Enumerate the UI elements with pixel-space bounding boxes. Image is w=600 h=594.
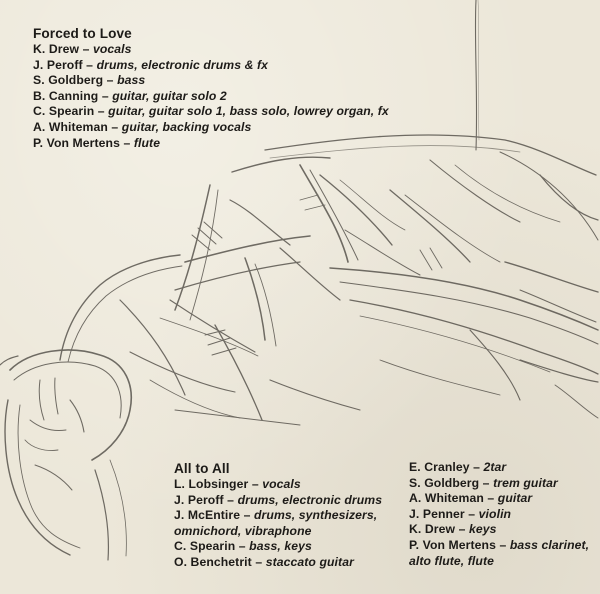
performer-name: L. Lobsinger [174,477,249,491]
separator: – [82,42,90,56]
credit-line [409,460,589,476]
separator: – [97,104,105,119]
separator: – [255,554,263,569]
separator: – [101,88,109,103]
performer-role: guitar, backing vocals [121,119,252,134]
credit-line [33,89,389,105]
performer-name: A. Whiteman [33,119,108,134]
performer-name: S. Goldberg [409,475,480,490]
performer-role: drums, electronic drums [237,492,383,507]
performer-role: staccato guitar [265,554,354,569]
all-to-all-credits-right [409,460,589,569]
separator: – [487,491,495,506]
performer-name: E. Cranley [409,460,470,474]
performer-role: bass [117,73,146,88]
performer-name: J. Peroff [33,57,83,72]
performer-name: A. Whiteman [409,491,484,506]
performer-name: K. Drew [33,42,80,56]
performer-role: 2tar [483,460,507,474]
performer-role: trem guitar [493,475,558,490]
credit-line [174,477,382,493]
performer-name: J. McEntire [174,508,241,523]
performer-role: guitar, guitar solo 2 [112,88,227,103]
separator: – [473,460,481,474]
credit-line [409,491,589,507]
performer-role: keys [468,522,497,537]
credit-role-continuation: omnichord, vibraphone [174,523,312,538]
performer-name: J. Penner [409,506,465,521]
separator: – [499,537,507,552]
credit-line [409,522,589,538]
performer-role: guitar, guitar solo 1, bass solo, lowrey organ, fx [108,104,389,119]
credit-line [409,507,589,523]
section-title: Forced to Love [33,26,132,41]
credit-line [174,539,382,555]
separator: – [86,57,94,72]
performer-role: vocals [262,477,301,491]
performer-role: drums, electronic drums & fx [96,57,268,72]
credit-line [409,476,589,492]
performer-name: S. Goldberg [33,73,104,88]
credit-line [33,58,389,74]
credit-line [33,120,389,136]
performer-name: P. Von Mertens [409,537,496,552]
credit-line [33,42,389,58]
separator: – [106,73,114,88]
forced-to-love-credits [33,25,389,151]
credit-line [409,538,589,554]
separator: – [243,508,251,523]
credit-line [174,555,382,571]
performer-role: vocals [92,42,132,56]
credit-line [174,493,382,509]
all-to-all-credits-left [174,460,382,571]
separator: – [251,477,259,491]
section-title: All to All [174,461,230,476]
performer-role: flute [133,135,161,150]
separator: – [458,522,466,537]
credit-line [33,73,389,89]
performer-role: guitar [497,491,533,506]
performer-name: K. Drew [409,522,456,537]
performer-name: P. Von Mertens [33,135,120,150]
performer-role: bass, keys [249,539,312,554]
credit-line [33,136,389,152]
performer-name: O. Benchetrit [174,554,252,569]
credit-role-continuation: alto flute, flute [409,553,494,568]
performer-name: B. Canning [33,88,99,103]
performer-name: C. Spearin [174,539,236,554]
separator: – [468,506,476,521]
performer-role: drums, synthesizers, [254,508,378,523]
separator: – [482,475,490,490]
separator: – [227,492,235,507]
performer-role: violin [478,506,512,521]
separator: – [238,539,246,554]
performer-name: J. Peroff [174,492,224,507]
credit-line [33,104,389,120]
performer-role: bass clarinet, [509,537,590,552]
performer-name: C. Spearin [33,104,95,119]
separator: – [123,135,131,150]
separator: – [111,119,119,134]
credit-line [174,508,382,524]
